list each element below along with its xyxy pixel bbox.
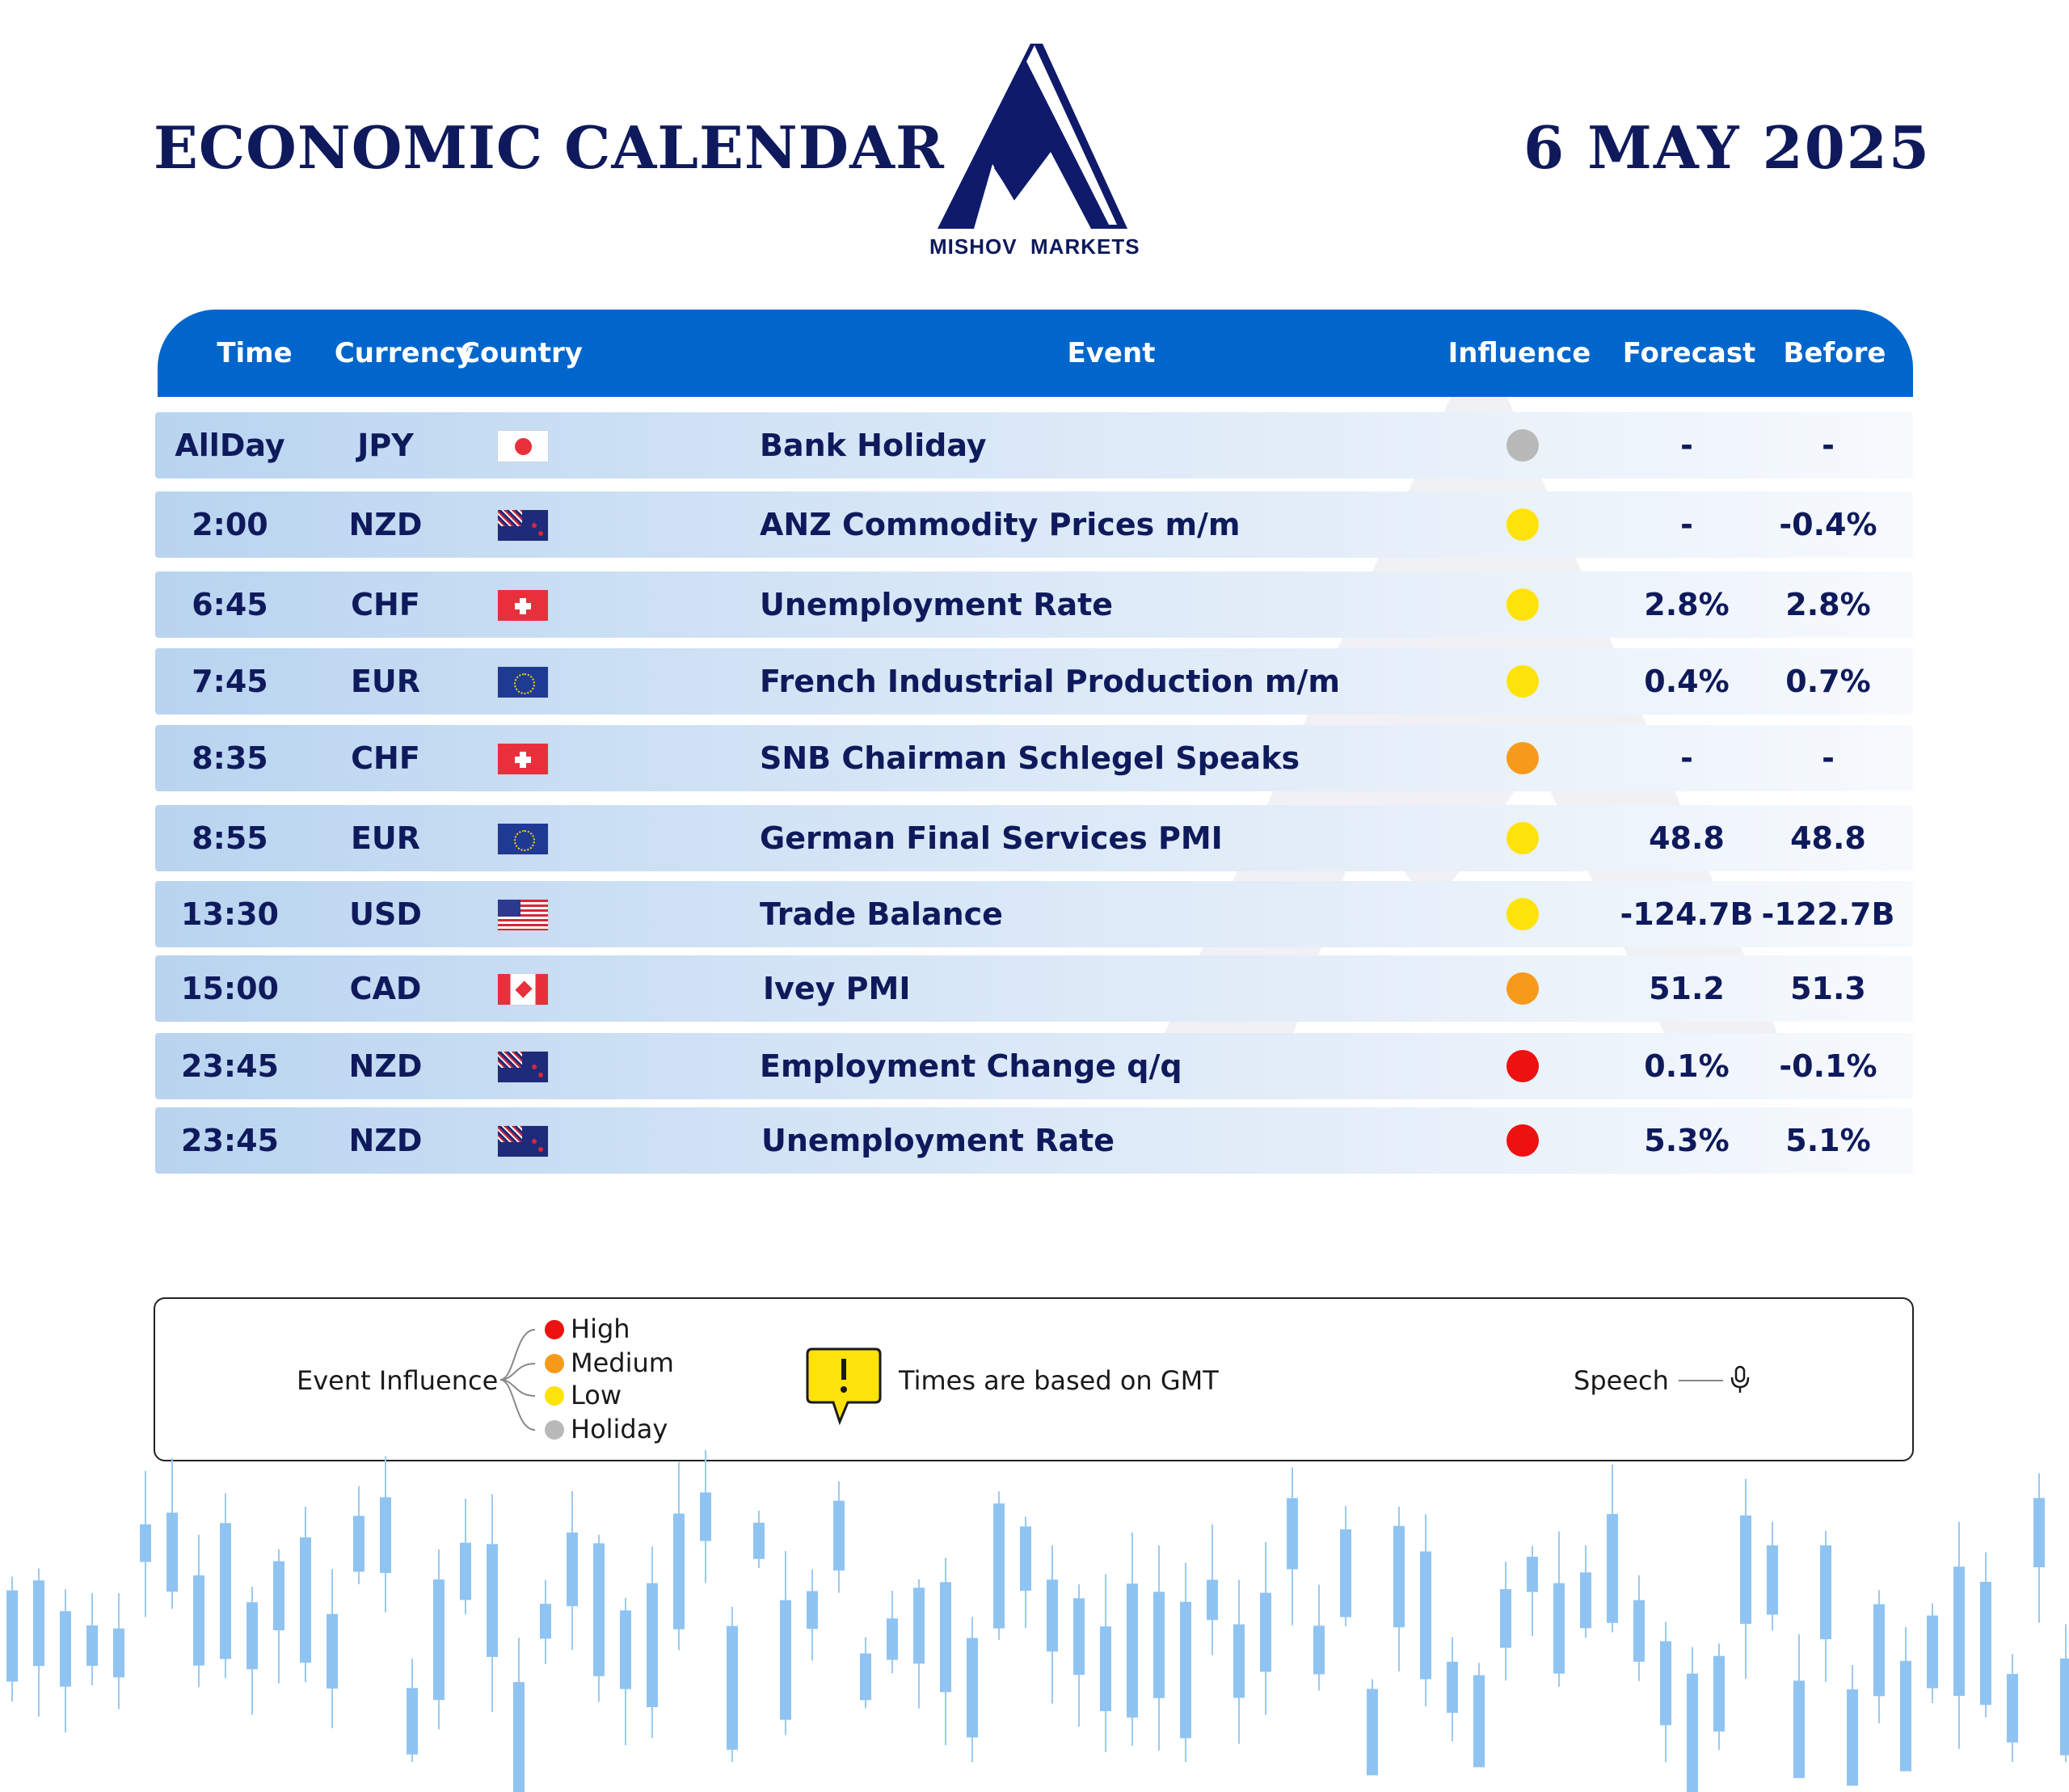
legend-holiday-label: Holiday — [571, 1414, 668, 1444]
candle-body — [113, 1629, 124, 1678]
table-row[interactable] — [155, 805, 1913, 871]
event-name: Bank Holiday — [760, 428, 987, 463]
event-forecast: 0.4% — [1644, 664, 1730, 699]
speech-connector-line — [1679, 1380, 1723, 1381]
event-forecast: 0.1% — [1644, 1048, 1730, 1084]
event-forecast: 5.3% — [1644, 1123, 1730, 1158]
usa-flag — [497, 899, 549, 931]
event-time: 6:45 — [192, 587, 268, 622]
event-name: French Industrial Production m/m — [760, 664, 1340, 699]
event-currency: EUR — [350, 820, 421, 856]
candle-body — [300, 1537, 311, 1663]
event-currency: CHF — [351, 587, 420, 622]
new-zealand-flag — [497, 1051, 549, 1083]
candle-body — [1713, 1656, 1725, 1732]
candle-body — [1687, 1674, 1698, 1792]
event-name: ANZ Commodity Prices m/m — [760, 507, 1241, 542]
table-row[interactable] — [155, 1107, 1913, 1174]
table-row[interactable] — [155, 571, 1913, 638]
table-row[interactable] — [155, 412, 1913, 479]
candle-body — [1500, 1589, 1511, 1648]
candle-body — [1233, 1625, 1245, 1698]
event-name: Ivey PMI — [763, 971, 911, 1006]
candle-body — [220, 1523, 231, 1659]
event-time: 23:45 — [181, 1123, 279, 1158]
legend-high-label: High — [571, 1313, 630, 1344]
candle-body — [1527, 1557, 1538, 1592]
event-currency: CAD — [349, 971, 422, 1006]
event-before: 51.3 — [1790, 971, 1866, 1006]
influence-low-dot — [1506, 898, 1539, 930]
influence-high-dot — [1506, 1050, 1539, 1082]
event-before: 2.8% — [1785, 587, 1871, 622]
event-name: Employment Change q/q — [760, 1048, 1182, 1084]
candle-body — [1580, 1572, 1591, 1628]
event-currency: EUR — [350, 664, 421, 699]
event-before: -122.7B — [1761, 896, 1895, 932]
candle-body — [967, 1638, 978, 1737]
legend-medium-label: Medium — [571, 1347, 674, 1378]
table-row[interactable] — [155, 955, 1913, 1022]
column-header-currency: Currency — [334, 337, 474, 369]
candle-body — [833, 1501, 845, 1571]
event-currency: JPY — [357, 428, 414, 463]
exclamation-bubble-icon — [806, 1347, 882, 1425]
new-zealand-flag — [497, 509, 549, 542]
candle-body — [1207, 1579, 1218, 1620]
candle-body — [993, 1503, 1005, 1629]
candle-body — [1847, 1689, 1858, 1786]
candle-body — [620, 1610, 631, 1689]
candle-body — [1873, 1604, 1885, 1697]
candle-body — [487, 1544, 498, 1657]
candle-body — [2033, 1498, 2045, 1567]
column-header-event: Event — [1067, 337, 1156, 369]
table-row[interactable] — [155, 881, 1913, 947]
candle-body — [1073, 1598, 1085, 1675]
switzerland-flag — [497, 743, 549, 775]
candle-body — [807, 1591, 818, 1629]
candle-body — [1447, 1662, 1458, 1713]
brand-name: MISHOV MARKETS — [929, 234, 1140, 259]
event-before: -0.4% — [1779, 507, 1877, 542]
candle-body — [1340, 1529, 1351, 1617]
candle-body — [673, 1514, 685, 1630]
candle-body — [753, 1523, 765, 1559]
candle-body — [1980, 1582, 1991, 1705]
event-forecast: -124.7B — [1620, 896, 1754, 932]
mishov-markets-logo — [929, 39, 1140, 265]
candle-body — [1660, 1641, 1671, 1725]
new-zealand-flag — [497, 1125, 549, 1157]
candle-body — [1313, 1625, 1325, 1674]
influence-medium-dot — [1506, 742, 1539, 774]
candle-body — [1180, 1602, 1191, 1739]
candle-body — [540, 1604, 551, 1638]
event-before: 0.7% — [1785, 664, 1871, 699]
medium-dot-icon — [545, 1354, 564, 1373]
legend-panel — [154, 1297, 1914, 1461]
influence-low-dot — [1506, 665, 1539, 698]
event-forecast: 51.2 — [1649, 971, 1725, 1006]
event-forecast: 2.8% — [1644, 587, 1730, 622]
candle-body — [1100, 1626, 1111, 1711]
candle-body — [860, 1654, 871, 1701]
low-dot-icon — [545, 1386, 564, 1406]
candle-body — [33, 1580, 44, 1666]
event-currency: NZD — [348, 1048, 423, 1084]
candle-body — [327, 1614, 338, 1689]
table-row[interactable] — [155, 648, 1913, 715]
candle-body — [273, 1561, 284, 1630]
event-time: 8:55 — [192, 820, 268, 856]
event-before: 48.8 — [1790, 820, 1866, 856]
candle-body — [700, 1492, 711, 1541]
event-time: 8:35 — [192, 740, 268, 776]
column-header-time: Time — [217, 337, 293, 369]
holiday-dot-icon — [545, 1420, 564, 1440]
event-name: German Final Services PMI — [760, 820, 1223, 856]
candle-body — [1953, 1566, 1965, 1696]
event-time: 7:45 — [192, 664, 268, 699]
table-row[interactable] — [155, 491, 1913, 558]
microphone-icon — [1730, 1365, 1751, 1394]
candle-body — [1287, 1498, 1298, 1569]
influence-medium-dot — [1506, 972, 1539, 1005]
event-time: 23:45 — [181, 1048, 279, 1084]
candle-body — [1473, 1675, 1485, 1767]
candle-body — [1553, 1583, 1565, 1674]
table-row[interactable] — [155, 725, 1913, 791]
event-influence-label: Event Influence — [297, 1365, 499, 1396]
table-header — [158, 310, 1913, 397]
event-forecast: 48.8 — [1649, 820, 1725, 856]
event-before: -0.1% — [1779, 1048, 1877, 1084]
candle-body — [913, 1588, 925, 1663]
influence-low-dot — [1506, 508, 1539, 541]
candle-body — [1820, 1545, 1831, 1639]
event-before: - — [1822, 428, 1835, 463]
switzerland-flag — [497, 589, 549, 622]
influence-high-dot — [1506, 1124, 1539, 1157]
candle-body — [1740, 1516, 1751, 1624]
event-time: 15:00 — [181, 971, 279, 1006]
candle-body — [1420, 1551, 1431, 1679]
candle-body — [567, 1533, 578, 1606]
candle-body — [1127, 1583, 1138, 1718]
event-currency: NZD — [348, 507, 423, 542]
speech-label: Speech — [1574, 1365, 1669, 1396]
candle-body — [140, 1524, 151, 1562]
candle-body — [6, 1591, 18, 1682]
candle-body — [460, 1543, 471, 1600]
candle-body — [2007, 1674, 2018, 1743]
event-name: SNB Chairman Schlegel Speaks — [760, 740, 1300, 776]
candle-body — [1927, 1616, 1938, 1689]
candle-body — [407, 1688, 418, 1754]
event-forecast: - — [1680, 507, 1693, 542]
japan-flag — [497, 430, 549, 462]
candle-body — [433, 1579, 445, 1700]
eu-flag — [497, 823, 549, 855]
page-title: ECONOMIC CALENDAR — [154, 113, 945, 182]
candle-body — [1153, 1592, 1165, 1697]
candle-body — [60, 1611, 71, 1686]
candle-body — [1767, 1545, 1778, 1615]
influence-low-dot — [1506, 822, 1539, 854]
event-time: 2:00 — [192, 507, 268, 542]
candle-body — [727, 1626, 738, 1750]
candle-body — [1793, 1680, 1805, 1778]
event-before: 5.1% — [1785, 1123, 1871, 1158]
candle-body — [1020, 1526, 1031, 1591]
candle-body — [1367, 1689, 1378, 1775]
candle-body — [887, 1618, 898, 1659]
event-name: Unemployment Rate — [760, 587, 1114, 622]
candle-body — [380, 1497, 391, 1573]
candle-body — [593, 1543, 605, 1676]
candle-body — [513, 1682, 525, 1792]
calendar-date: 6 MAY 2025 — [1523, 113, 1931, 182]
candle-body — [780, 1600, 791, 1720]
column-header-influence: Influence — [1447, 337, 1591, 369]
influence-holiday-dot — [1506, 429, 1539, 462]
gmt-note: Times are based on GMT — [899, 1365, 1219, 1396]
candle-body — [2060, 1659, 2069, 1756]
candle-body — [247, 1602, 258, 1669]
event-forecast: - — [1680, 740, 1693, 776]
event-currency: USD — [349, 896, 422, 932]
high-dot-icon — [545, 1320, 564, 1339]
canada-flag — [497, 973, 549, 1006]
candle-body — [86, 1625, 98, 1666]
event-time: 13:30 — [181, 896, 279, 932]
column-header-before: Before — [1783, 337, 1886, 369]
candle-body — [166, 1512, 178, 1592]
decorative-candlestick-background — [0, 1439, 2069, 1792]
candle-body — [1393, 1526, 1405, 1627]
candle-body — [1047, 1579, 1058, 1651]
eu-flag — [497, 666, 549, 698]
event-forecast: - — [1680, 428, 1693, 463]
column-header-forecast: Forecast — [1622, 337, 1756, 369]
candle-body — [647, 1583, 658, 1707]
legend-branch-lines — [499, 1315, 547, 1453]
candle-body — [353, 1516, 364, 1571]
event-name: Unemployment Rate — [761, 1123, 1115, 1158]
legend-low-label: Low — [571, 1380, 622, 1410]
event-before: - — [1822, 740, 1835, 776]
event-name: Trade Balance — [760, 896, 1003, 932]
event-time: AllDay — [175, 428, 285, 463]
influence-low-dot — [1506, 588, 1539, 621]
candle-body — [1900, 1661, 1911, 1772]
table-row[interactable] — [155, 1033, 1913, 1099]
candle-body — [193, 1575, 204, 1666]
event-currency: NZD — [348, 1123, 423, 1158]
event-currency: CHF — [351, 740, 420, 776]
candle-body — [1607, 1514, 1618, 1623]
candle-body — [1633, 1600, 1645, 1662]
candle-body — [1260, 1593, 1271, 1672]
candle-body — [940, 1582, 951, 1692]
column-header-country: Country — [460, 337, 583, 369]
